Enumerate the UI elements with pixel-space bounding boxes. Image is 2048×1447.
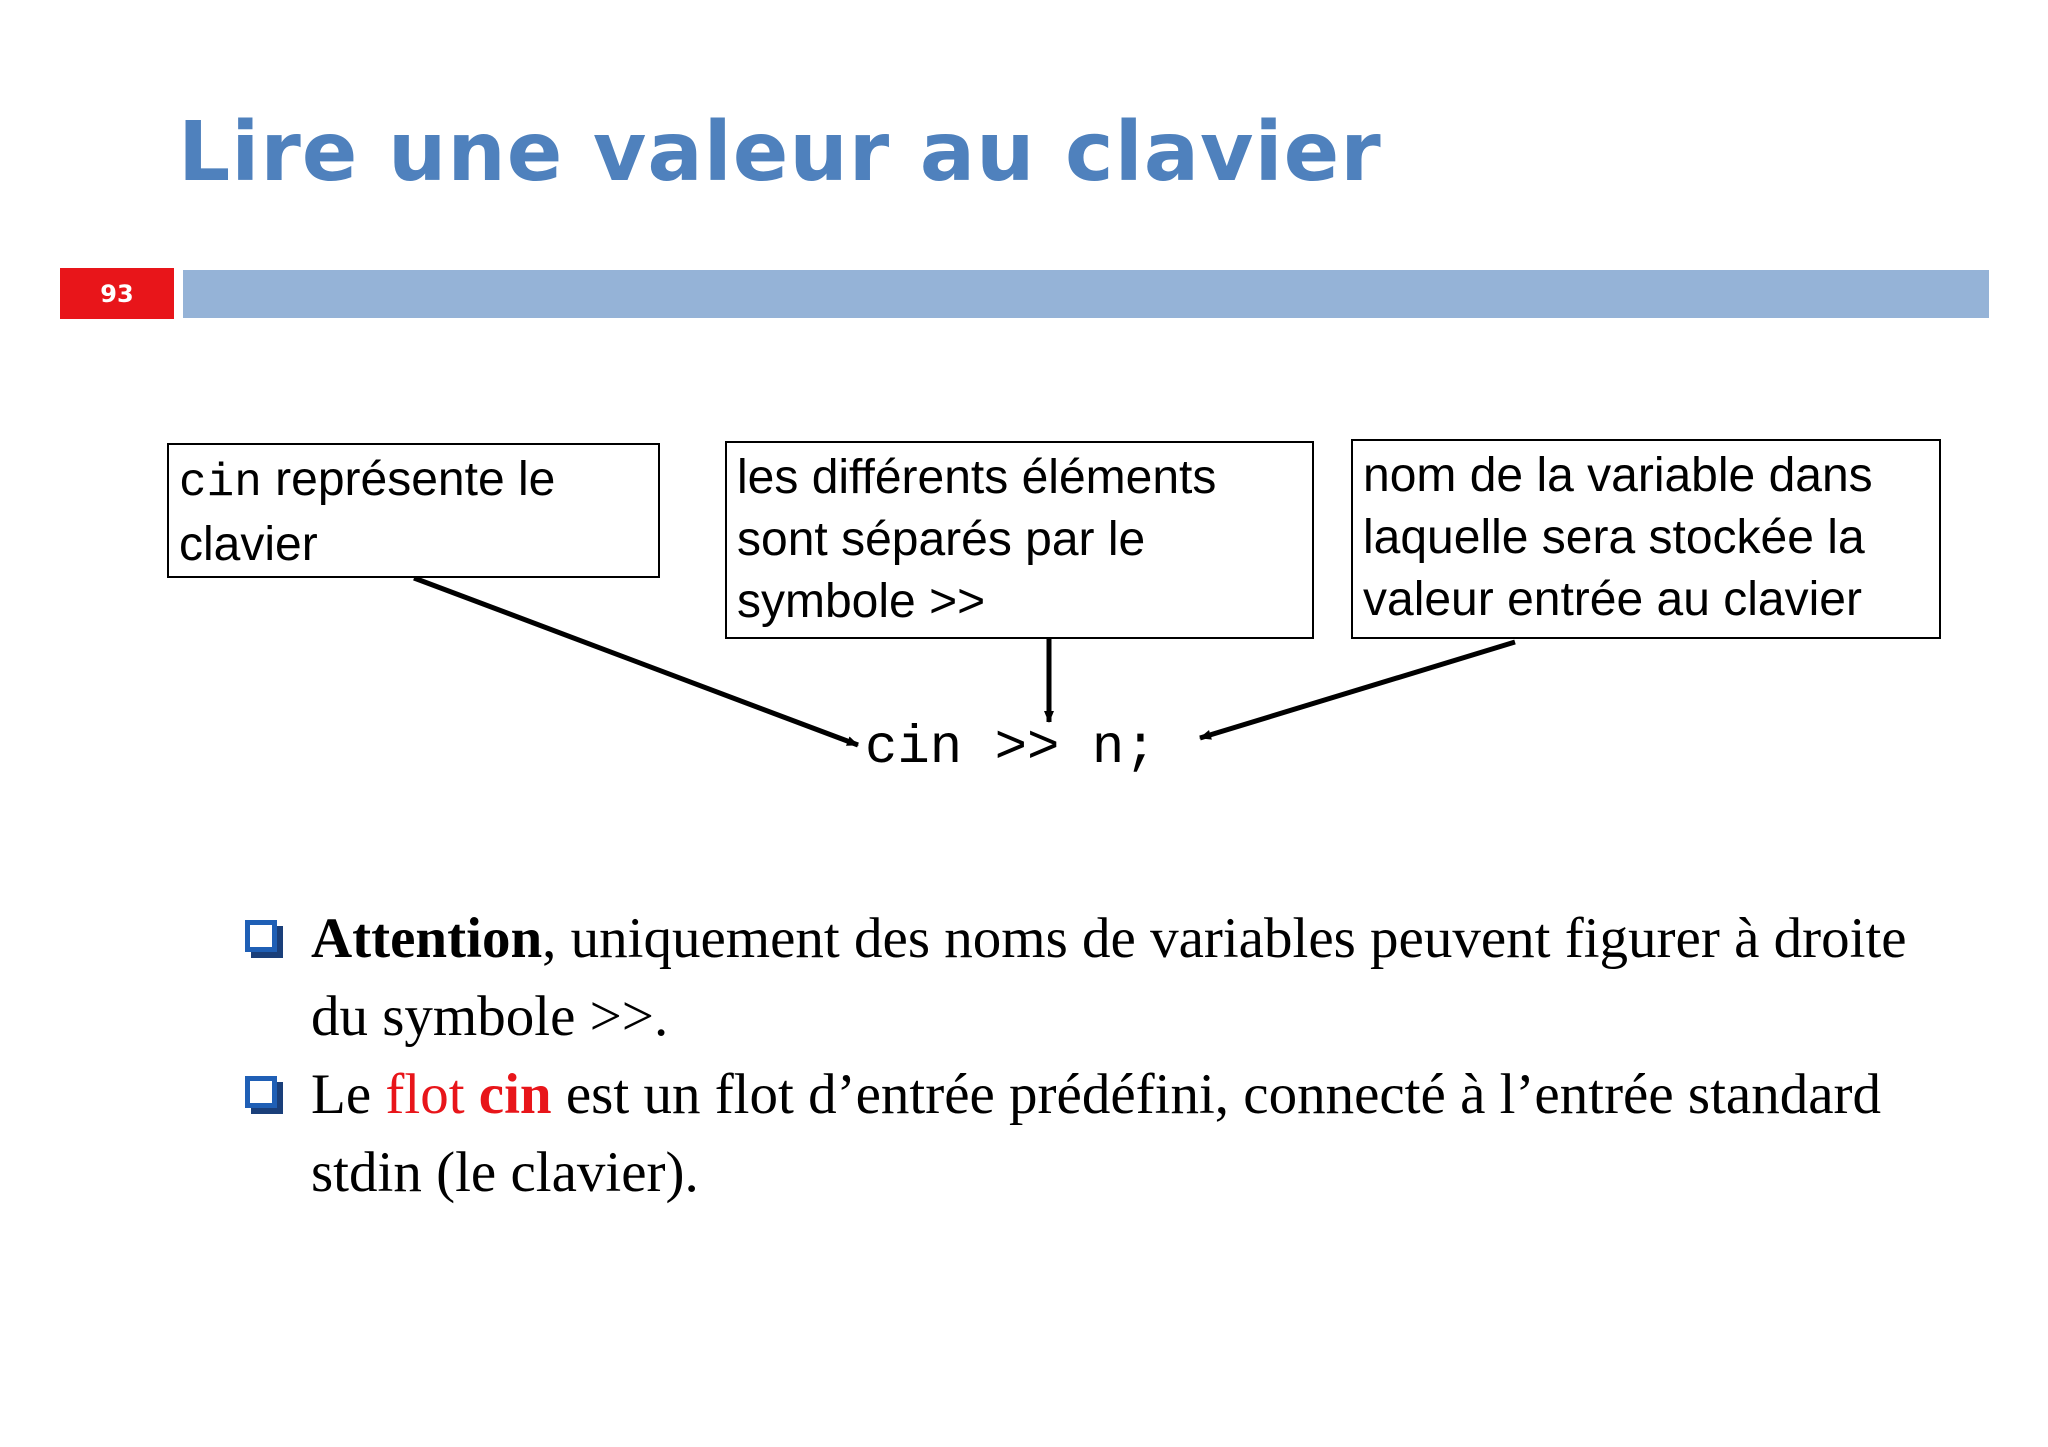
callout-cin-text: représente le	[261, 453, 556, 506]
callout-variable	[1351, 439, 1941, 639]
checkbox-icon	[245, 920, 277, 952]
checkbox-icon	[245, 1076, 277, 1108]
bullet-text: , uniquement des noms de variables peuvent figurer à droite du symbole >>.	[311, 907, 1907, 1048]
callout-variable-line1: nom de la variable dans	[1363, 449, 1873, 502]
callout-cin	[167, 443, 660, 578]
callout-variable-line3: valeur entrée au clavier	[1363, 573, 1862, 626]
bullet-item	[240, 900, 1960, 1056]
callout-separator	[725, 441, 1314, 639]
code-statement: cin >> n;	[865, 718, 1157, 779]
callout-cin-line2: clavier	[179, 518, 318, 571]
arrow-3	[1200, 642, 1515, 738]
bullet-pre: Le	[311, 1063, 386, 1126]
bullet-bold: Attention	[311, 907, 543, 970]
callout-separator-line3: symbole >>	[737, 575, 986, 628]
bullet-item	[240, 1056, 1960, 1212]
callout-separator-line1: les différents éléments	[737, 451, 1217, 504]
bullet-text: est un flot d’entrée prédéfini, connecté à l’entrée standard stdin (le clavier).	[311, 1063, 1881, 1204]
bullet-list	[240, 900, 1960, 1212]
slide-title: Lire une valeur au clavier	[178, 105, 1382, 200]
callout-separator-line2: sont séparés par le	[737, 513, 1146, 566]
page-number-badge: 93	[60, 268, 174, 319]
bullet-red: flot	[385, 1063, 479, 1126]
callout-variable-line2: laquelle sera stockée la	[1363, 511, 1865, 564]
callout-cin-code: cin	[179, 457, 262, 509]
bullet-red-bold: cin	[478, 1063, 552, 1126]
